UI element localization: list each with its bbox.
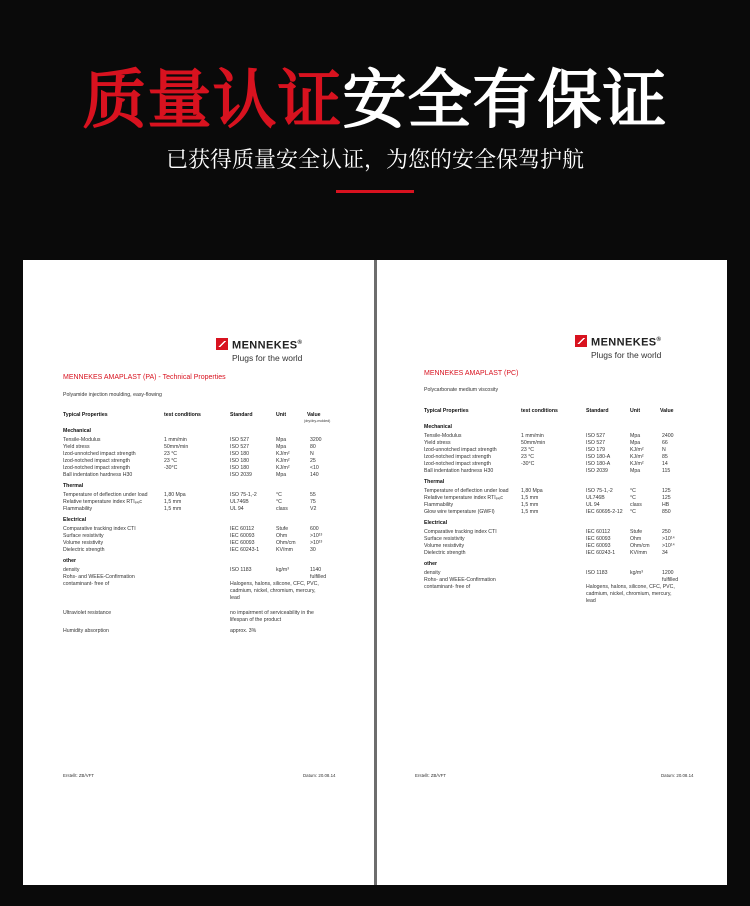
section-heading: Mechanical bbox=[63, 428, 91, 434]
cell-conditions: 50mm/min bbox=[521, 440, 546, 446]
table-body bbox=[424, 420, 679, 584]
cell-value: 14 bbox=[662, 461, 668, 467]
cell-standard: ISO 180 bbox=[230, 458, 250, 464]
cell-value: N bbox=[662, 447, 666, 453]
table-row bbox=[424, 468, 676, 475]
table-row bbox=[63, 567, 325, 574]
cell-standard: UL 94 bbox=[230, 506, 244, 512]
cell-standard: IEC 60243-1 bbox=[230, 547, 260, 553]
table-header bbox=[424, 408, 676, 415]
cell-unit: kg/m³ bbox=[276, 567, 289, 573]
cell-value: 3200 bbox=[310, 437, 322, 443]
table-row bbox=[63, 437, 325, 444]
cell-value: 1140 bbox=[310, 567, 322, 573]
header-value: Value bbox=[307, 412, 321, 418]
cell-value: 80 bbox=[310, 444, 316, 450]
cell-property: Rohs- and WEEE-Confirmation bbox=[63, 574, 135, 580]
section-heading: Mechanical bbox=[424, 424, 452, 430]
cell-property: Flammability bbox=[63, 506, 93, 512]
cell-standard: ISO 180-A bbox=[586, 454, 611, 460]
table-row bbox=[424, 502, 676, 509]
contaminant-label: contaminant- free of bbox=[424, 584, 471, 590]
cell-conditions: 23 °C bbox=[164, 458, 178, 464]
table-row bbox=[424, 440, 676, 447]
cell-property: Ball indentation hardness H30 bbox=[63, 472, 133, 478]
doc-subtitle: Polyamide injection moulding, easy-flowing bbox=[63, 392, 162, 398]
cell-value: >10¹³ bbox=[310, 540, 323, 546]
cell-standard: ISO 180 bbox=[230, 465, 250, 471]
mennekes-logo bbox=[216, 337, 302, 364]
table-row bbox=[424, 495, 676, 502]
cell-standard: ISO 2039 bbox=[230, 472, 252, 478]
cell-property: Comparative tracking index CTI bbox=[424, 529, 497, 535]
cell-conditions: 23 °C bbox=[521, 447, 535, 453]
cell-conditions: 1,80 Mpa bbox=[521, 488, 543, 494]
cell-unit: KJ/m² bbox=[276, 451, 290, 457]
header-unit: Unit bbox=[276, 412, 287, 418]
cell-unit: Ohm/cm bbox=[630, 543, 650, 549]
cell-unit: KV/mm bbox=[630, 550, 648, 556]
cell-value: 115 bbox=[662, 468, 671, 474]
table-header bbox=[63, 412, 325, 419]
table-row bbox=[424, 536, 676, 543]
cell-property: Yield stress bbox=[424, 440, 451, 446]
cell-property: Izod-notched impact strength bbox=[424, 454, 491, 460]
footer-date: Datum: 20.08.14 bbox=[661, 773, 694, 778]
uv-value: no impairment of serviceability in the lifespan of the product bbox=[230, 610, 314, 623]
header-unit: Unit bbox=[630, 408, 641, 414]
cell-conditions: -30°C bbox=[164, 465, 178, 471]
cell-standard: IEC 60695-2-12 bbox=[586, 509, 623, 515]
cell-conditions: -30°C bbox=[521, 461, 535, 467]
section-heading: Thermal bbox=[63, 483, 84, 489]
table-row bbox=[63, 451, 325, 458]
cell-property: Temperature of deflection under load bbox=[424, 488, 509, 494]
logo-brand: MENNEKES® bbox=[232, 339, 303, 352]
cell-unit: KJ/m² bbox=[630, 454, 644, 460]
cell-property: Surface resistivity bbox=[424, 536, 465, 542]
cell-property: Volume resistivity bbox=[63, 540, 104, 546]
cell-property: density bbox=[424, 570, 441, 576]
cell-property: Tensile-Modulus bbox=[63, 437, 101, 443]
cell-value: >10¹³ bbox=[310, 533, 323, 539]
hero-title bbox=[0, 62, 750, 140]
section-heading: Electrical bbox=[424, 520, 448, 526]
cell-standard: IEC 60093 bbox=[230, 540, 255, 546]
cell-property: Temperature of deflection under load bbox=[63, 492, 148, 498]
cell-property: Flammability bbox=[424, 502, 454, 508]
cell-unit: °C bbox=[276, 492, 282, 498]
cell-unit: Mpa bbox=[630, 433, 641, 439]
cell-value: 55 bbox=[310, 492, 316, 498]
table-row bbox=[63, 533, 325, 540]
cell-value: >10¹⁴ bbox=[662, 543, 675, 549]
cell-property: Izod-unnotched impact strength bbox=[424, 447, 497, 453]
cell-conditions: 50mm/min bbox=[164, 444, 189, 450]
cell-property: Surface resistivity bbox=[63, 533, 104, 539]
cell-property: Volume resistivity bbox=[424, 543, 465, 549]
datasheet-page-pa bbox=[23, 260, 374, 885]
table-row bbox=[63, 506, 325, 513]
cell-standard: ISO 527 bbox=[586, 440, 606, 446]
cell-property: Dielectric strength bbox=[63, 547, 105, 553]
cell-unit: KJ/m² bbox=[276, 465, 290, 471]
cell-conditions: 23 °C bbox=[164, 451, 178, 457]
datasheet-page-pc bbox=[377, 260, 727, 885]
cell-property: Glow wire temperature (GWFI) bbox=[424, 509, 495, 515]
cell-value: 75 bbox=[310, 499, 316, 505]
mennekes-logo-icon bbox=[575, 335, 587, 347]
doc-title: MENNEKES AMAPLAST (PA) - Technical Properties bbox=[63, 374, 226, 381]
cell-standard: IEC 60093 bbox=[586, 536, 611, 542]
footer-date: Datum: 20.08.14 bbox=[303, 773, 336, 778]
cell-unit: °C bbox=[630, 495, 636, 501]
cell-conditions: 1,80 Mpa bbox=[164, 492, 186, 498]
table-row bbox=[424, 461, 676, 468]
uv-row bbox=[63, 610, 325, 628]
cell-value: 30 bbox=[310, 547, 316, 553]
header-conditions: test conditions bbox=[164, 412, 201, 418]
properties-table bbox=[424, 408, 679, 613]
cell-property: Rohs- and WEEE-Confirmation bbox=[424, 577, 496, 583]
properties-table bbox=[63, 412, 331, 635]
table-row bbox=[63, 492, 325, 499]
contaminant-value: Halogens, halons, silicone, CFC, PVC, cadmium, nickel, chromium, mercury, lead bbox=[230, 581, 319, 601]
cell-conditions: 1,5 mm bbox=[521, 502, 539, 508]
doc-subtitle: Polycarbonate medium viscosity bbox=[424, 387, 499, 393]
cell-standard: IEC 60112 bbox=[586, 529, 611, 535]
table-row bbox=[63, 472, 325, 479]
header-property: Typical Properties bbox=[424, 408, 469, 414]
contaminant-row bbox=[424, 584, 676, 613]
cell-standard: IEC 60093 bbox=[230, 533, 255, 539]
cell-standard: IEC 60093 bbox=[586, 543, 611, 549]
cell-property: Izod-notched impact strength bbox=[63, 465, 130, 471]
cell-unit: class bbox=[276, 506, 288, 512]
cell-unit: Ohm bbox=[276, 533, 288, 539]
table-row bbox=[63, 465, 325, 472]
cell-value: 125 bbox=[662, 488, 671, 494]
cell-value: 125 bbox=[662, 495, 671, 501]
contaminant-value: Halogens, halons, silicone, CFC, PVC, cadmium, nickel, chromium, mercury, lead bbox=[586, 584, 675, 604]
cell-conditions: 23 °C bbox=[521, 454, 535, 460]
mennekes-logo-icon bbox=[216, 338, 228, 350]
header-property: Typical Properties bbox=[63, 412, 108, 418]
cell-value: 600 bbox=[310, 526, 319, 532]
cell-property: Izod-unnotched impact strength bbox=[63, 451, 136, 457]
cell-unit: Ohm/cm bbox=[276, 540, 296, 546]
cell-value: V2 bbox=[310, 506, 317, 512]
cell-unit: °C bbox=[276, 499, 282, 505]
cell-property: Izod-notched impact strength bbox=[63, 458, 130, 464]
cell-value: 850 bbox=[662, 509, 671, 515]
cell-conditions: 1,5 mm bbox=[164, 506, 182, 512]
cell-value: N bbox=[310, 451, 314, 457]
cell-unit: kg/m³ bbox=[630, 570, 643, 576]
logo-brand: MENNEKES® bbox=[591, 336, 662, 349]
cell-unit: KV/mm bbox=[276, 547, 294, 553]
cell-value: 2400 bbox=[662, 433, 674, 439]
cell-value: 34 bbox=[662, 550, 668, 556]
table-row bbox=[424, 447, 676, 454]
cell-unit: KJ/m² bbox=[276, 458, 290, 464]
cell-unit: Stufe bbox=[630, 529, 643, 535]
cell-value: 250 bbox=[662, 529, 671, 535]
doc-title: MENNEKES AMAPLAST (PC) bbox=[424, 370, 519, 377]
cell-value: 66 bbox=[662, 440, 668, 446]
cell-standard: ISO 2039 bbox=[586, 468, 608, 474]
cell-standard: ISO 179 bbox=[586, 447, 606, 453]
cell-standard: ISO 180 bbox=[230, 451, 250, 457]
cell-property: Izod-notched impact strength bbox=[424, 461, 491, 467]
cell-value: fulfilled bbox=[310, 574, 327, 580]
table-row bbox=[424, 550, 676, 557]
humidity-label: Humidity absorption bbox=[63, 628, 109, 634]
logo-tagline: Plugs for the world bbox=[232, 352, 303, 363]
table-row bbox=[424, 433, 676, 440]
uv-label: Ultraviolet resistance bbox=[63, 610, 112, 616]
cell-standard: ISO 75-1,-2 bbox=[230, 492, 257, 498]
header-note: (dry/dry-molded) bbox=[304, 419, 331, 423]
header-value: Value bbox=[660, 408, 674, 414]
cell-unit: class bbox=[630, 502, 642, 508]
cell-unit: Mpa bbox=[630, 440, 641, 446]
cell-property: Dielectric strength bbox=[424, 550, 466, 556]
hero-title-white: 安全有保证 bbox=[342, 63, 668, 138]
cell-standard: UL 94 bbox=[586, 502, 600, 508]
table-row bbox=[63, 499, 325, 506]
table-row bbox=[424, 570, 676, 577]
cell-conditions: 1,5 mm bbox=[164, 499, 182, 505]
header-conditions: test conditions bbox=[521, 408, 558, 414]
cell-property: Ball indentation hardness H30 bbox=[424, 468, 494, 474]
table-row bbox=[63, 458, 325, 465]
cell-conditions: 1 mm/min bbox=[164, 437, 187, 443]
cell-property: density bbox=[63, 567, 80, 573]
cell-unit: °C bbox=[630, 509, 636, 515]
humidity-row bbox=[63, 628, 325, 635]
contaminant-row bbox=[63, 581, 325, 610]
section-heading: other bbox=[424, 561, 437, 567]
cell-unit: Stufe bbox=[276, 526, 289, 532]
cell-value: <10 bbox=[310, 465, 319, 471]
cell-conditions: 1,5 mm bbox=[521, 509, 539, 515]
cell-unit: KJ/m² bbox=[630, 461, 644, 467]
logo-tagline: Plugs for the world bbox=[591, 349, 662, 360]
table-row bbox=[424, 577, 679, 584]
cell-conditions: 1,5 mm bbox=[521, 495, 539, 501]
humidity-value: approx. 3% bbox=[230, 628, 257, 634]
cell-value: 25 bbox=[310, 458, 316, 464]
table-row bbox=[424, 529, 676, 536]
cell-unit: Mpa bbox=[276, 437, 287, 443]
cell-standard: UL746B bbox=[586, 495, 605, 501]
footer-author: Erstellt: ZB/VFT bbox=[415, 773, 446, 778]
table-body bbox=[63, 424, 325, 581]
footer-author: Erstellt: ZB/VFT bbox=[63, 773, 94, 778]
section-heading: Thermal bbox=[424, 479, 445, 485]
cell-value: HB bbox=[662, 502, 670, 508]
cell-standard: UL746B bbox=[230, 499, 249, 505]
cell-standard: ISO 527 bbox=[230, 444, 250, 450]
cell-value: fulfilled bbox=[662, 577, 679, 583]
header-standard: Standard bbox=[586, 408, 609, 414]
table-row bbox=[424, 509, 676, 516]
hero-divider bbox=[336, 190, 414, 193]
cell-value: 140 bbox=[310, 472, 319, 478]
cell-property: Comparative tracking index CTI bbox=[63, 526, 136, 532]
cell-unit: KJ/m² bbox=[630, 447, 644, 453]
table-row bbox=[63, 444, 325, 451]
mennekes-logo bbox=[575, 334, 661, 361]
table-row bbox=[424, 488, 676, 495]
cell-value: >10¹⁴ bbox=[662, 536, 675, 542]
cell-standard: ISO 180-A bbox=[586, 461, 611, 467]
cell-unit: °C bbox=[630, 488, 636, 494]
table-row bbox=[63, 574, 325, 581]
cell-unit: Ohm bbox=[630, 536, 642, 542]
cell-standard: ISO 527 bbox=[230, 437, 250, 443]
cell-standard: ISO 75-1,-2 bbox=[586, 488, 613, 494]
cell-standard: ISO 1183 bbox=[586, 570, 608, 576]
hero-title-red: 质量认证 bbox=[82, 63, 343, 138]
cell-unit: Mpa bbox=[276, 444, 287, 450]
hero-subtitle: 已获得质量安全认证，为您的安全保驾护航 bbox=[165, 148, 584, 173]
cell-standard: IEC 60243-1 bbox=[586, 550, 616, 556]
table-row bbox=[424, 454, 676, 461]
cell-unit: Mpa bbox=[630, 468, 641, 474]
cell-value: 1200 bbox=[662, 570, 674, 576]
section-heading: other bbox=[63, 558, 76, 564]
cell-property: Relative temperature index RTIₑₗₑc bbox=[424, 495, 504, 501]
contaminant-label: contaminant- free of bbox=[63, 581, 110, 587]
table-row bbox=[63, 526, 325, 533]
cell-property: Tensile-Modulus bbox=[424, 433, 462, 439]
cell-standard: IEC 60112 bbox=[230, 526, 255, 532]
cell-value: 85 bbox=[662, 454, 668, 460]
header-standard: Standard bbox=[230, 412, 253, 418]
section-heading: Electrical bbox=[63, 517, 87, 523]
cell-conditions: 1 mm/min bbox=[521, 433, 544, 439]
table-row bbox=[63, 540, 325, 547]
cell-unit: Mpa bbox=[276, 472, 287, 478]
cell-standard: ISO 527 bbox=[586, 433, 606, 439]
cell-property: Yield stress bbox=[63, 444, 90, 450]
cell-standard: ISO 1183 bbox=[230, 567, 252, 573]
table-row bbox=[424, 543, 676, 550]
cell-property: Relative temperature index RTIₑₗₑc bbox=[63, 499, 143, 505]
table-row bbox=[63, 547, 325, 554]
